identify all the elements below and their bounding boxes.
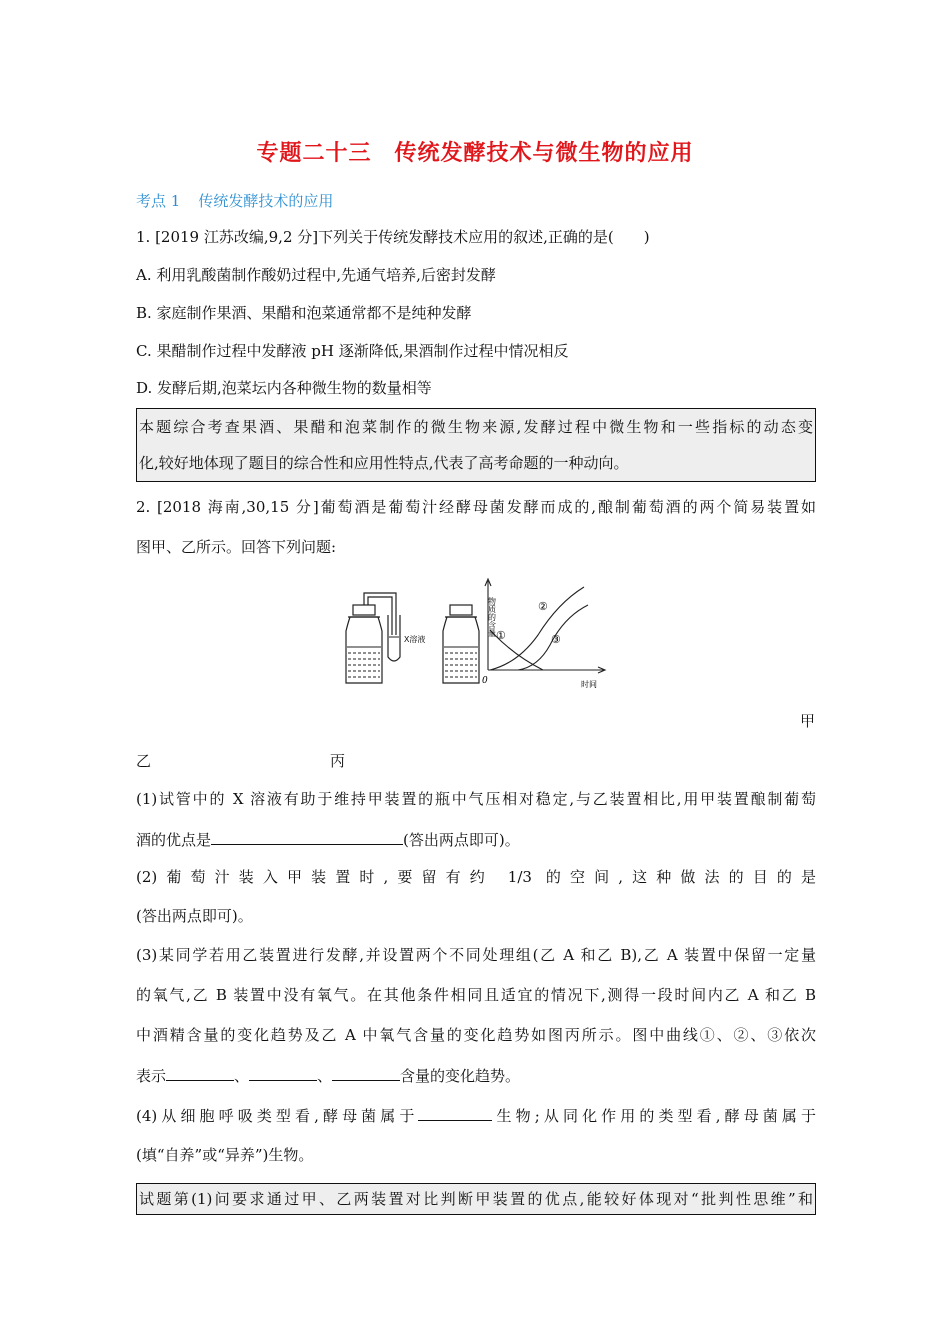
answer-blank-3[interactable] [249, 1064, 317, 1081]
bottle-yi-liquid [444, 647, 478, 677]
q2-part-3-line-1: (3)某同学若用乙装置进行发酵,并设置两个不同处理组(乙 A 和乙 B),乙 A 装置中保留一定量 [136, 946, 816, 964]
curve-2-label: ② [538, 600, 548, 613]
answer-blank-1[interactable] [211, 828, 403, 845]
x-axis-label: 时间 [581, 680, 597, 689]
curve-1-label: ① [496, 629, 506, 642]
gas-tube [364, 593, 396, 635]
bottle-jia-liquid [347, 647, 381, 677]
test-tube [388, 615, 400, 661]
answer-blank-2[interactable] [166, 1064, 234, 1081]
q2-part-3-prefix: 表示 [136, 1067, 167, 1085]
question-1-stem: 1. [2019 江苏改编,9,2 分]下列关于传统发酵技术应用的叙述,正确的是( ) [136, 228, 650, 246]
figure-label-bing: 丙 [330, 752, 346, 770]
q2-part-1-line-2 [136, 828, 816, 851]
q2-part-4-line-1 [136, 1104, 816, 1127]
figure-label-yi: 乙 [136, 752, 152, 770]
q2-part-1-prefix: 酒的优点是 [136, 831, 212, 849]
q2-part-4-line-2: (填“自养”或“异养”)生物。 [136, 1146, 314, 1164]
q2-part-3-line-2: 的氧气,乙 B 装置中没有氧气。在其他条件相同且适宜的情况下,测得一段时间内乙 A 和乙 B [136, 986, 816, 1004]
figure-label-jia: 甲 [800, 712, 816, 730]
section-heading [136, 190, 333, 211]
q2-part-1-line-1: (1)试管中的 X 溶液有助于维持甲装置的瓶中气压相对稳定,与乙装置相比,用甲装置酿制葡萄 [136, 790, 816, 808]
q2-part-1-suffix: (答出两点即可)。 [403, 831, 520, 849]
separator-1: 、 [234, 1067, 250, 1085]
experiment-figure [338, 575, 618, 695]
origin-label: 0 [482, 676, 488, 686]
q1-option-c: C. 果醋制作过程中发酵液 pH 逐渐降低,果酒制作过程中情况相反 [136, 342, 569, 360]
graph-bing [485, 579, 605, 673]
q1-option-b: B. 家庭制作果酒、果醋和泡菜通常都不是纯种发酵 [136, 304, 472, 322]
q2-part-2-line-2: (答出两点即可)。 [136, 907, 253, 925]
q1-commentary-line-1: 本题综合考查果酒、果醋和泡菜制作的微生物来源,发酵过程中微生物和一些指标的动态变 [139, 418, 813, 436]
curve-3-label: ③ [551, 633, 561, 646]
y-axis-label: 物质的含量 [487, 597, 497, 637]
section-label: 考点 1 [136, 192, 181, 210]
question-2-stem-line-1: 2. [2018 海南,30,15 分]葡萄酒是葡萄汁经酵母菌发酵而成的,酿制葡萄酒的两个简易装置如 [136, 498, 816, 516]
x-solution-label: X溶液 [404, 635, 426, 644]
q2-part-4-middle: 生物;从同化作用的类型看,酵母菌属于 [492, 1107, 816, 1125]
q1-option-d: D. 发酵后期,泡菜坛内各种微生物的数量相等 [136, 379, 432, 397]
answer-blank-5[interactable] [418, 1104, 492, 1121]
section-name: 传统发酵技术的应用 [198, 192, 334, 210]
page-title: 专题二十三 传统发酵技术与微生物的应用 [256, 140, 694, 166]
q2-part-2-line-1: (2)葡萄汁装入甲装置时,要留有约 1/3 的空间,这种做法的目的是 [136, 868, 816, 886]
q2-commentary-line-1: 试题第(1)问要求通过甲、乙两装置对比判断甲装置的优点,能较好体现对“批判性思维”和 [139, 1190, 813, 1208]
separator-2: 、 [317, 1067, 333, 1085]
question-2-stem-line-2: 图甲、乙所示。回答下列问题: [136, 538, 337, 556]
q1-commentary-box [136, 408, 816, 482]
q2-part-3-line-4 [136, 1064, 816, 1087]
answer-blank-4[interactable] [332, 1064, 400, 1081]
q1-option-a: A. 利用乳酸菌制作酸奶过程中,先通气培养,后密封发酵 [136, 266, 496, 284]
q2-part-3-line-3: 中酒精含量的变化趋势及乙 A 中氧气含量的变化趋势如图丙所示。图中曲线①、②、③依次 [136, 1026, 816, 1044]
q2-part-4-prefix: (4)从细胞呼吸类型看,酵母菌属于 [136, 1107, 419, 1125]
q2-commentary-box [136, 1183, 816, 1215]
q2-part-3-suffix: 含量的变化趋势。 [400, 1067, 521, 1085]
q1-commentary-line-2: 化,较好地体现了题目的综合性和应用性特点,代表了高考命题的一种动向。 [139, 454, 629, 472]
